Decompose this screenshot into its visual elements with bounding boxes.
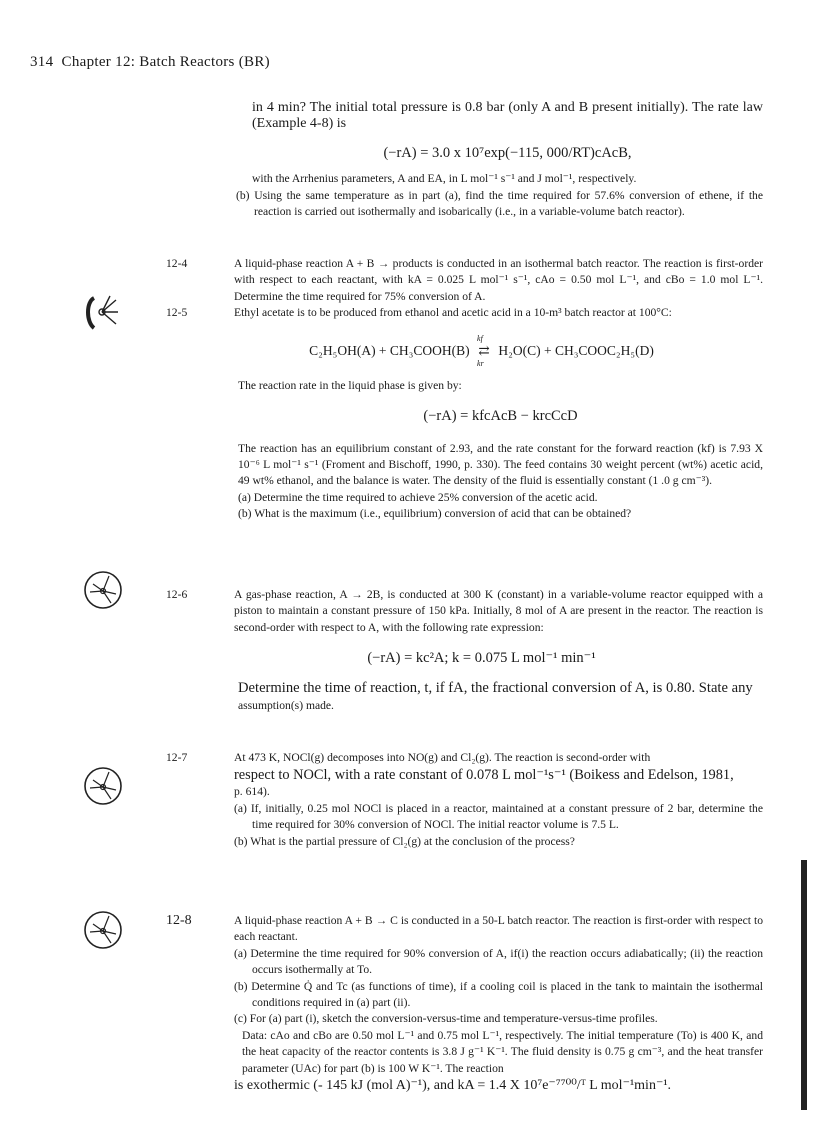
problem-text: At 473 K, NOCl(g) decomposes into NO(g) and Cl₂(g). The reaction is second-order with [234, 751, 651, 764]
page-header [30, 54, 270, 71]
problem-number: 12-7 [166, 751, 188, 764]
problem-number: 12-4 [166, 257, 188, 270]
computer-problem-icon [83, 766, 123, 806]
text-line: is exothermic (- 145 kJ (mol A)⁻¹), and kA = 1.4 X 10⁷e⁻⁷⁷⁰⁰/ᵀ L mol⁻¹min⁻¹. [234, 1078, 672, 1094]
text-line: with the Arrhenius parameters, A and EA, in L mol⁻¹ s⁻¹ and J mol⁻¹, respectively. [252, 172, 637, 186]
problem-body: The reaction has an equilibrium constant of 2.93, and the rate constant for the forward reaction (kf) is 7.93 X 10⁻⁶ L mol⁻¹ s⁻¹ (Froment and Bischoff, 1990, p. 330). The feed contains 30 weight percent (wt%) acetic acid, 49 wt% ethanol, and the balance is water. The density of the fluid is essentially constant (1 .0 g cm⁻³). [238, 441, 763, 488]
part-a: (a) If, initially, 0.25 mol NOCl is placed in a reactor, maintained at a constant pressure of 2 bar, determine the time required for 30% conversion of NOCl. The initial reactor volume is 7.5 L. [234, 801, 763, 832]
scan-edge-mark [801, 860, 807, 1110]
equilibrium-arrow: ⇄ [478, 343, 490, 359]
chapter-title: Chapter 12: Batch Reactors (BR) [61, 54, 270, 70]
rate-equation: (−rA) = kfcAcB − krcCcD [423, 408, 578, 425]
text-line: Determine the time of reaction, t, if fA, the fractional conversion of A, is 0.80. State any [238, 679, 753, 696]
part-b: (b) Determine Q̇ and Tc (as functions of time), if a cooling coil is placed in the tank to maintain the isothermal conditions required in (a) part (ii). [234, 979, 763, 1010]
reaction-right: H₂O(C) + CH₃COOC₂H₅(D) [498, 343, 654, 359]
problem-12-4 [166, 256, 763, 305]
problem-12-6 [166, 587, 763, 714]
part-b: (b) What is the partial pressure of Cl₂(g) at the conclusion of the process? [234, 834, 575, 848]
page-number: 314 [30, 54, 54, 70]
part-b: (b) Using the same temperature as in part (a), find the time required for 57.6% conversion of ethene, if the reaction is carried out isothermally and isobarically (i.e., in a variable-volume batch reactor). [236, 188, 763, 219]
problem-text: A liquid-phase reaction A + B → products is conducted in an isothermal batch reactor. The reaction is first-order with respect to each reactant, with kA = 0.025 L mol⁻¹ s⁻¹, cAo = 0.50 mol L⁻¹, and cBo = 1.0 mol L⁻¹. Determine the time required for 75% conversion of A. [234, 257, 763, 303]
part-b: (b) What is the maximum (i.e., equilibrium) conversion of acid that can be obtained? [238, 507, 632, 521]
part-a: (a) Determine the time required for 90% conversion of A, if(i) the reaction occurs adiabatically; (ii) the reaction occurs isothermally at To. [234, 946, 763, 977]
reaction-equation [200, 334, 763, 369]
problem-number: 12-5 [166, 306, 188, 319]
kf-label: kf [477, 334, 483, 344]
text-line: in 4 min? The initial total pressure is 0.8 bar (only A and B present initially). The rate law (Example 4-8) is [252, 100, 763, 132]
part-a: (a) Determine the time required to achieve 25% conversion of the acetic acid. [238, 490, 598, 504]
computer-problem-icon [83, 910, 123, 950]
text-line: assumption(s) made. [238, 698, 334, 712]
problem-text: A gas-phase reaction, A → 2B, is conducted at 300 K (constant) in a variable-volume reactor equipped with a piston to maintain a constant pressure of 150 kPa. Initially, 8 mol of A are present in the reactor. The reaction is second-order with respect to A, with the following rate expression: [234, 588, 763, 634]
computer-problem-icon [83, 570, 123, 610]
rate-law-equation: (−rA) = 3.0 x 10⁷exp(−115, 000/RT)cAcB, [383, 144, 632, 161]
text-line: respect to NOCl, with a rate constant of 0.078 L mol⁻¹s⁻¹ (Boikess and Edelson, 1981, [234, 767, 734, 784]
problem-number: 12-8 [166, 913, 192, 928]
problem-12-5 [166, 305, 763, 523]
problem-data: Data: cAo and cBo are 0.50 mol L⁻¹ and 0.75 mol L⁻¹, respectively. The initial temperature (To) is 400 K, and the heat capacity of the reactor contents is 3.8 J g⁻¹ K⁻¹. The fluid density is 0.75 g cm⁻³, and the heat transfer parameter (UAc) for part (b) is 100 W K⁻¹. The reaction [242, 1028, 763, 1075]
problem-continuation [200, 100, 763, 220]
reaction-left: C₂H₅OH(A) + CH₃COOH(B) [309, 343, 470, 359]
problem-12-8 [166, 913, 763, 1095]
problem-12-7 [166, 750, 763, 850]
rate-expression: (−rA) = kc²A; k = 0.075 L mol⁻¹ min⁻¹ [367, 650, 596, 667]
part-c: (c) For (a) part (i), sketch the conversion-versus-time and temperature-versus-time profiles. [234, 1012, 658, 1026]
problem-text: Ethyl acetate is to be produced from ethanol and acetic acid in a 10-m³ batch reactor at 100°C: [234, 306, 672, 319]
problem-text: A liquid-phase reaction A + B → C is conducted in a 50-L batch reactor. The reaction is first-order with respect to each reactant. [234, 914, 763, 944]
text-line: p. 614). [234, 785, 270, 799]
problem-number: 12-6 [166, 588, 188, 601]
computer-problem-icon-hand [84, 292, 122, 334]
kr-label: kr [477, 359, 484, 369]
text-line: The reaction rate in the liquid phase is given by: [238, 378, 462, 392]
